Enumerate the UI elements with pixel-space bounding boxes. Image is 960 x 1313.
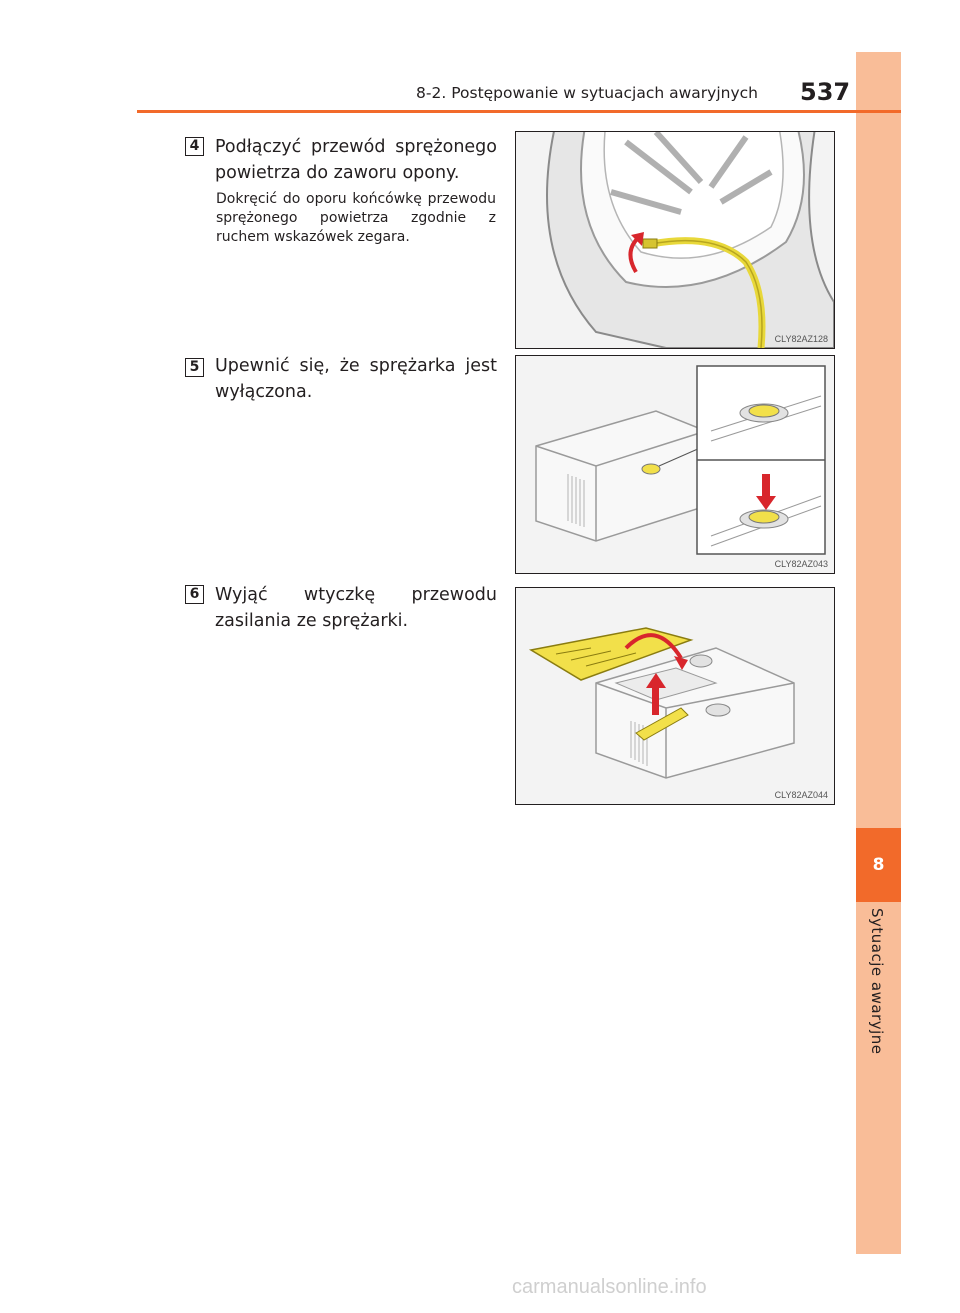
section-title: 8-2. Postępowanie w sytuacjach awaryjnych — [416, 84, 758, 102]
header-rule — [137, 110, 901, 113]
step-number-4: 4 — [185, 137, 204, 156]
side-bar — [856, 52, 901, 1254]
chapter-title: Sytuacje awaryjne — [868, 908, 886, 1055]
compressor-illustration — [516, 356, 834, 573]
step-number-6: 6 — [185, 585, 204, 604]
figure-code: CLY82AZ128 — [774, 334, 828, 344]
chapter-tab[interactable]: 8 — [856, 828, 901, 902]
figure-code: CLY82AZ043 — [774, 559, 828, 569]
watermark: carmanualsonline.info — [512, 1276, 707, 1298]
tire-illustration — [516, 132, 834, 348]
page-number: 537 — [800, 78, 851, 106]
step-4-text: Podłączyć przewód sprężonego powietrza do zaworu opony. — [215, 137, 497, 183]
figure-power-plug — [515, 587, 835, 805]
step-6-text: Wyjąć wtyczkę przewodu zasilania ze sprężarki. — [215, 585, 497, 631]
figure-code: CLY82AZ044 — [774, 790, 828, 800]
figure-compressor-switch — [515, 355, 835, 574]
figure-tire-valve — [515, 131, 835, 349]
step-4-note: Dokręcić do oporu końcówkę przewodu sprężonego powietrza zgodnie z ruchem wskazówek zegara. — [216, 191, 496, 245]
step-5-text: Upewnić się, że sprężarka jest wyłączona. — [215, 356, 497, 402]
plug-illustration — [516, 588, 834, 804]
step-number-5: 5 — [185, 358, 204, 377]
